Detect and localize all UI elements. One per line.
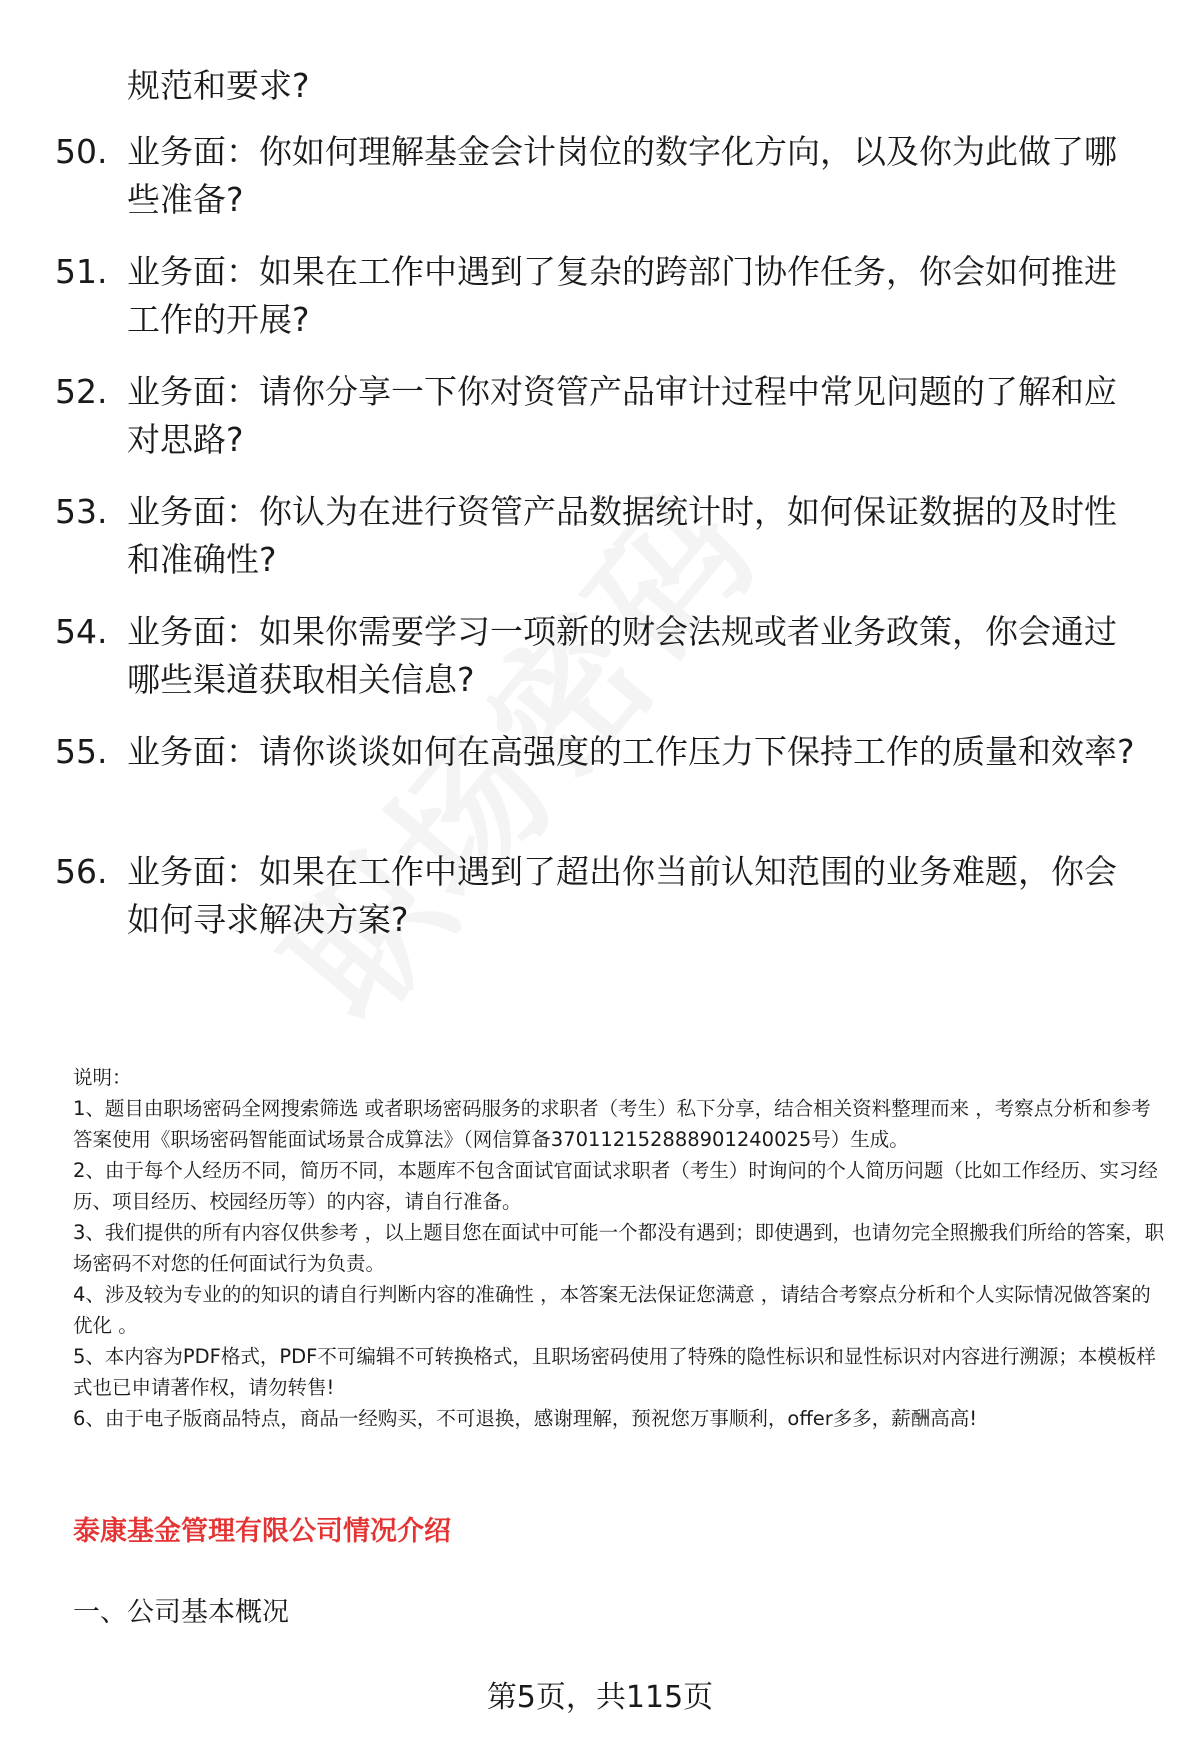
question-item <box>55 248 1145 344</box>
question-item <box>55 368 1145 464</box>
question-text: 业务面：你认为在进行资管产品数据统计时，如何保证数据的及时性和准确性? <box>127 492 1117 579</box>
question-number: 50. <box>55 132 108 171</box>
question-number: 52. <box>55 372 108 411</box>
question-continuation <box>55 62 1145 110</box>
notes-heading: 说明： <box>73 1066 132 1089</box>
question-item <box>55 848 1145 944</box>
notes-item: 2、由于每个人经历不同，简历不同，本题库不包含面试官面试求职者（考生）时询问的个人简历问题（比如工作经历、实习经历、项目经历、校园经历等）的内容，请自行准备。 <box>73 1159 1158 1213</box>
question-text: 业务面：请你谈谈如何在高强度的工作压力下保持工作的质量和效率? <box>127 732 1135 771</box>
subsection-heading: 一、公司基本概况 <box>73 1597 289 1628</box>
question-number: 51. <box>55 252 108 291</box>
question-item <box>55 608 1145 704</box>
notes-item: 3、我们提供的所有内容仅供参考 ，以上题目您在面试中可能一个都没有遇到；即使遇到，也请勿完全照搬我们所给的答案，职场密码不对您的任何面试行为负责。 <box>73 1221 1165 1275</box>
question-number: 54. <box>55 612 108 651</box>
notes-item: 4、涉及较为专业的的知识的请自行判断内容的准确性 ，本答案无法保证您满意 ，请结合考察点分析和个人实际情况做答案的优化 。 <box>73 1283 1151 1337</box>
question-text: 业务面：请你分享一下你对资管产品审计过程中常见问题的了解和应对思路? <box>127 372 1117 459</box>
page-footer: 第5页，共115页 <box>486 1680 714 1715</box>
question-number: 56. <box>55 852 108 891</box>
question-text: 业务面：如果在工作中遇到了超出你当前认知范围的业务难题，你会如何寻求解决方案? <box>127 852 1117 939</box>
notes-item: 5、本内容为PDF格式，PDF不可编辑不可转换格式，且职场密码使用了特殊的隐性标识和显性标识对内容进行溯源；本模板样式也已申请著作权，请勿转售! <box>73 1345 1156 1399</box>
question-text: 业务面：你如何理解基金会计岗位的数字化方向，以及你为此做了哪些准备? <box>127 132 1117 219</box>
question-text: 业务面：如果在工作中遇到了复杂的跨部门协作任务，你会如何推进工作的开展? <box>127 252 1117 339</box>
notes-item: 1、题目由职场密码全网搜索筛选 或者职场密码服务的求职者（考生）私下分享，结合相关资料整理而来 ，考察点分析和参考答案使用《职场密码智能面试场景合成算法》（网信算备370112152888901240025号）生成。 <box>73 1097 1151 1151</box>
question-text: 规范和要求? <box>127 66 310 105</box>
section-title: 泰康基金管理有限公司情况介绍 <box>73 1516 451 1547</box>
question-item <box>55 488 1145 584</box>
notes-section <box>73 1062 1165 1434</box>
question-item <box>55 728 1145 776</box>
question-number: 53. <box>55 492 108 531</box>
notes-item: 6、由于电子版商品特点，商品一经购买，不可退换，感谢理解，预祝您万事顺利，offer多多，薪酬高高! <box>73 1407 978 1430</box>
question-number: 55. <box>55 732 108 771</box>
question-item <box>55 128 1145 224</box>
question-text: 业务面：如果你需要学习一项新的财会法规或者业务政策，你会通过哪些渠道获取相关信息? <box>127 612 1117 699</box>
